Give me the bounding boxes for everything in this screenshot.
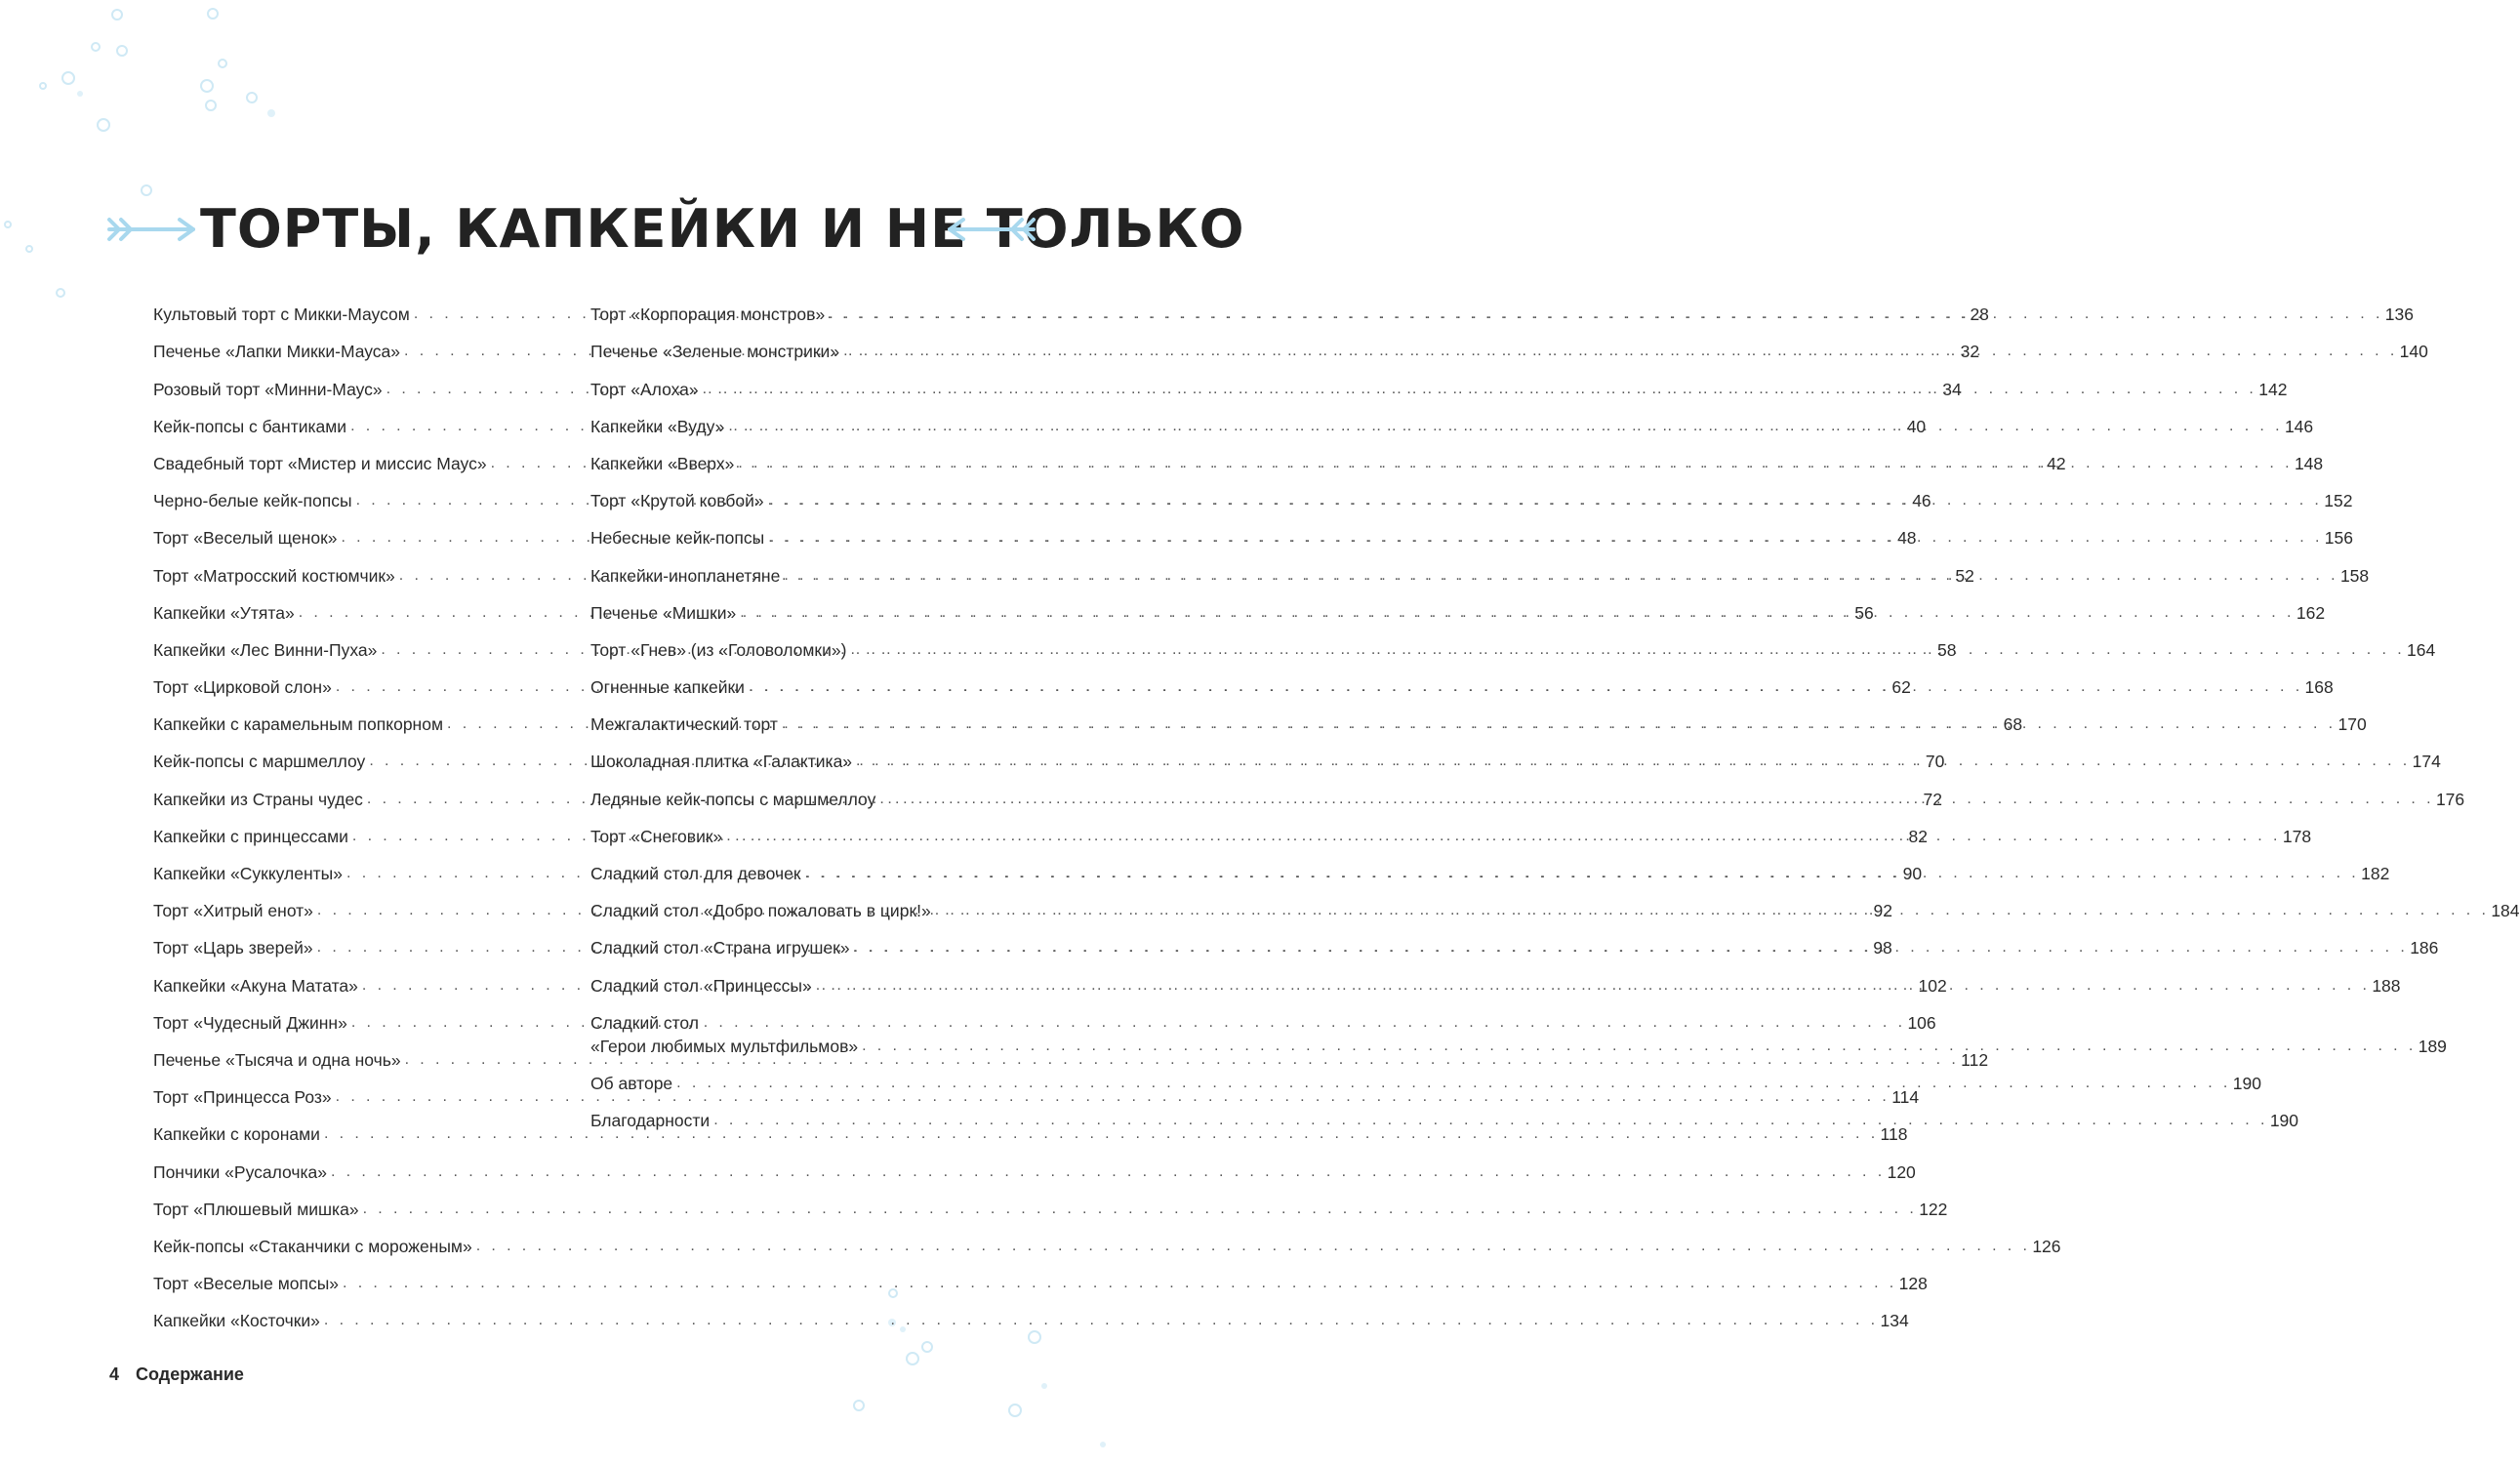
toc-entry-page: 52: [1955, 565, 1974, 586]
toc-entry-title: Капкейки «Утята»: [153, 602, 295, 623]
arrow-left-icon: [105, 213, 198, 246]
toc-entry-title: Капкейки с карамельным попкорном: [153, 714, 443, 735]
toc-entry-page: 106: [1907, 1012, 1936, 1033]
toc-leader-dots: [726, 825, 2281, 848]
toc-entry-title: Шоколадная плитка «Галактика»: [590, 752, 853, 772]
toc-entry-title: Кейк-попсы «Стаканчики с мороженым»: [153, 1236, 472, 1256]
toc-entry-title: Торт «Плюшевый мишка»: [153, 1199, 359, 1219]
toc-entry-title: Капкейки «Лес Винни-Пуха»: [153, 639, 378, 660]
toc-entry-title: Торт «Снеговик»: [590, 826, 723, 846]
toc-entry-page: 102: [1918, 975, 1947, 996]
toc-entry-title: Розовый торт «Минни-Маус»: [153, 379, 383, 399]
toc-entry-page: 146: [2284, 416, 2314, 436]
toc-entry-page: 174: [2412, 752, 2441, 772]
toc-entry-page: 46: [1912, 491, 1931, 511]
toc-entry-page: 182: [2361, 864, 2390, 883]
toc-leader-dots: [854, 936, 2409, 959]
toc-leader-dots: [343, 1272, 1897, 1295]
arrow-right-icon: [945, 213, 1037, 246]
toc-entry-page: 82: [1908, 826, 1928, 846]
toc-entry-title: Пончики «Русалочка»: [153, 1161, 327, 1182]
toc-leader-dots: [713, 1109, 2268, 1132]
toc-entry-page: 170: [2337, 714, 2367, 735]
toc-entry-page: 189: [2418, 1036, 2447, 1056]
toc-entry-page: 186: [2410, 938, 2439, 958]
toc-entry-title: Торт «Корпорация монстров»: [590, 305, 826, 325]
toc-entry-title: Кейк-попсы с маршмеллоу: [153, 752, 366, 772]
toc-leader-dots: [331, 1161, 1886, 1184]
toc-leader-dots: [850, 638, 2405, 662]
toc-entry-title: Печенье «Тысяча и одна ночь»: [153, 1049, 401, 1070]
toc-leader-dots: [738, 452, 2293, 475]
toc-entry-title: Капкейки «Вуду»: [590, 416, 725, 436]
toc-entry-page: 48: [1897, 528, 1917, 549]
toc-entry-title: Печенье «Зеленые монстрики»: [590, 342, 840, 362]
toc-entry-title: Свадебный торт «Мистер и миссис Маус»: [153, 453, 487, 473]
toc-entry[interactable]: [153, 1184, 1948, 1221]
toc-entry-title: Благодарности: [590, 1110, 711, 1130]
toc-entry-page: 112: [1961, 1049, 1989, 1070]
toc-leader-dots: [476, 1235, 2031, 1258]
toc-entry-title: Торт «Веселые мопсы»: [153, 1274, 340, 1294]
toc-entry-page: 56: [1854, 602, 1874, 623]
toc-entry-page: 72: [1923, 789, 1942, 809]
toc-entry-title: Торт «Чудесный Джинн»: [153, 1012, 347, 1033]
toc-entry-title: Печенье «Мишки»: [590, 602, 737, 623]
toc-entry-page: 98: [1873, 938, 1892, 958]
toc-entry-page: 188: [2372, 975, 2401, 996]
toc-leader-dots: [768, 489, 2323, 512]
toc-entry-page: 68: [2003, 714, 2023, 735]
toc-entry-page: 92: [1873, 901, 1892, 921]
toc-entry-title: Сладкий стол «Герои любимых мультфильмов»: [590, 1012, 859, 1056]
toc-entry-title: Кейк-попсы с бантиками: [153, 416, 347, 436]
toc-entry[interactable]: [153, 1295, 1909, 1332]
toc-entry[interactable]: [153, 1221, 2061, 1258]
toc-entry-title: Ледяные кейк-попсы с маршмеллоу: [590, 789, 876, 809]
toc-entry-page: 128: [1898, 1274, 1928, 1294]
toc-entry-title: Культовый торт с Микки-Маусом: [153, 305, 410, 325]
toc-entry-page: 136: [2384, 305, 2414, 325]
toc-entry-page: 70: [1925, 752, 1945, 772]
toc-entry-title: Небесные кейк-попсы: [590, 528, 765, 549]
toc-leader-dots: [768, 526, 2323, 550]
toc-entry-title: Об авторе: [590, 1073, 673, 1093]
title-row: [0, 185, 1245, 273]
toc-entry-title: Торт «Цирковой слон»: [153, 677, 332, 698]
toc-entry-page: 62: [1891, 677, 1911, 698]
toc-entry-title: Торт «Алоха»: [590, 379, 699, 399]
toc-entry-title: Капкейки «Косточки»: [153, 1311, 320, 1331]
toc-entry-page: 58: [1936, 639, 1957, 660]
toc-entry-page: 134: [1880, 1311, 1909, 1331]
toc-entry-page: 164: [2407, 639, 2436, 660]
toc-entry-title: Торт «Матросский костюмчик»: [153, 565, 395, 586]
toc-leader-dots: [749, 675, 2303, 699]
toc-entry-page: 40: [1906, 416, 1927, 436]
toc-leader-dots: [843, 340, 2398, 363]
page-number: 4: [109, 1364, 120, 1384]
toc-entry-page: 118: [1880, 1124, 1908, 1145]
toc-entry[interactable]: [153, 1146, 1916, 1183]
toc-leader-dots: [351, 1011, 1906, 1035]
toc-entry-title: Черно-белые кейк-попсы: [153, 491, 352, 511]
toc-entry-page: 168: [2304, 677, 2334, 698]
toc-entry-page: 90: [1902, 864, 1923, 883]
toc-entry[interactable]: [153, 1258, 1928, 1295]
toc-entry-title: Межгалактический торт: [590, 714, 778, 735]
toc-entry-title: Капкейки с коронами: [153, 1124, 320, 1145]
toc-leader-dots: [363, 1198, 1918, 1221]
toc-entry-page: 34: [1942, 379, 1962, 399]
section-name: Содержание: [136, 1364, 244, 1384]
toc-entry-page: 28: [1970, 305, 1989, 325]
toc-entry-page: 42: [2047, 453, 2066, 473]
toc-entry-page: 126: [2032, 1236, 2061, 1256]
toc-entry-page: 32: [1960, 342, 1980, 362]
toc-entry-page: 140: [2399, 342, 2428, 362]
toc-leader-dots: [816, 974, 2371, 998]
toc-entry-title: Капкейки «Вверх»: [590, 453, 735, 473]
page-footer: [109, 1364, 244, 1385]
toc-entry-page: 176: [2435, 789, 2465, 809]
toc-entry-page: 184: [2491, 901, 2520, 921]
toc-entry-title: Огненные капкейки: [590, 677, 745, 698]
toc-entry-title: Торт «Крутой ковбой»: [590, 491, 764, 511]
toc-leader-dots: [784, 564, 2338, 588]
toc-leader-dots: [676, 1072, 2231, 1095]
toc-leader-dots: [935, 899, 2490, 922]
toc-entry-title: Торт «Хитрый енот»: [153, 901, 313, 921]
toc-entry-title: Капкейки-инопланетяне: [590, 565, 781, 586]
toc-entry-title: Печенье «Лапки Микки-Мауса»: [153, 342, 401, 362]
toc-entry-page: 178: [2282, 826, 2312, 846]
toc-entry-page: 156: [2324, 528, 2353, 549]
toc-entry-page: 158: [2339, 565, 2370, 586]
toc-leader-dots: [324, 1309, 1879, 1332]
toc-entry-title: Сладкий стол для девочек: [590, 864, 801, 883]
toc-entry-title: Сладкий стол «Принцессы»: [590, 975, 812, 996]
toc-entry-page: 148: [2294, 453, 2324, 473]
toc-entry-title: Торт «Веселый щенок»: [153, 528, 338, 549]
toc-entry-page: 190: [2232, 1073, 2261, 1093]
toc-leader-dots: [703, 378, 2257, 401]
toc-leader-dots: [805, 862, 2360, 885]
toc-entry-title: Сладкий стол «Страна игрушек»: [590, 938, 850, 958]
toc-entry-title: Торт «Царь зверей»: [153, 938, 313, 958]
toc-entry[interactable]: [153, 1035, 1989, 1072]
toc-entry-title: Сладкий стол «Добро пожаловать в цирк!»: [590, 901, 931, 921]
toc-leader-dots: [862, 1035, 2417, 1058]
toc-leader-dots: [879, 788, 2434, 811]
toc-leader-dots: [728, 415, 2283, 438]
toc-entry-title: Торт «Принцесса Роз»: [153, 1087, 332, 1108]
toc-entry-title: Капкейки с принцессами: [153, 826, 348, 846]
toc-entry-page: 114: [1891, 1087, 1920, 1108]
toc-entry-title: Торт «Гнев» (из «Головоломки»): [590, 639, 847, 660]
toc-entry-page: 152: [2324, 491, 2353, 511]
toc-entry-page: 190: [2269, 1110, 2299, 1130]
toc-leader-dots: [856, 750, 2411, 773]
toc-leader-dots: [829, 303, 2383, 326]
toc-entry-title: Капкейки «Суккуленты»: [153, 864, 343, 883]
toc-entry-page: 122: [1919, 1199, 1948, 1219]
toc-entry-page: 120: [1887, 1161, 1916, 1182]
toc-entry-title: Капкейки «Акуна Матата»: [153, 975, 358, 996]
toc-entry-page: 162: [2296, 602, 2326, 623]
toc-leader-dots: [782, 713, 2337, 736]
toc-entry-page: 142: [2258, 379, 2288, 399]
toc-entry-title: Капкейки из Страны чудес: [153, 789, 363, 809]
toc-leader-dots: [740, 601, 2295, 625]
page-title: ТОРТЫ, КАПКЕЙКИ И НЕ ТОЛЬКО: [200, 198, 1245, 260]
